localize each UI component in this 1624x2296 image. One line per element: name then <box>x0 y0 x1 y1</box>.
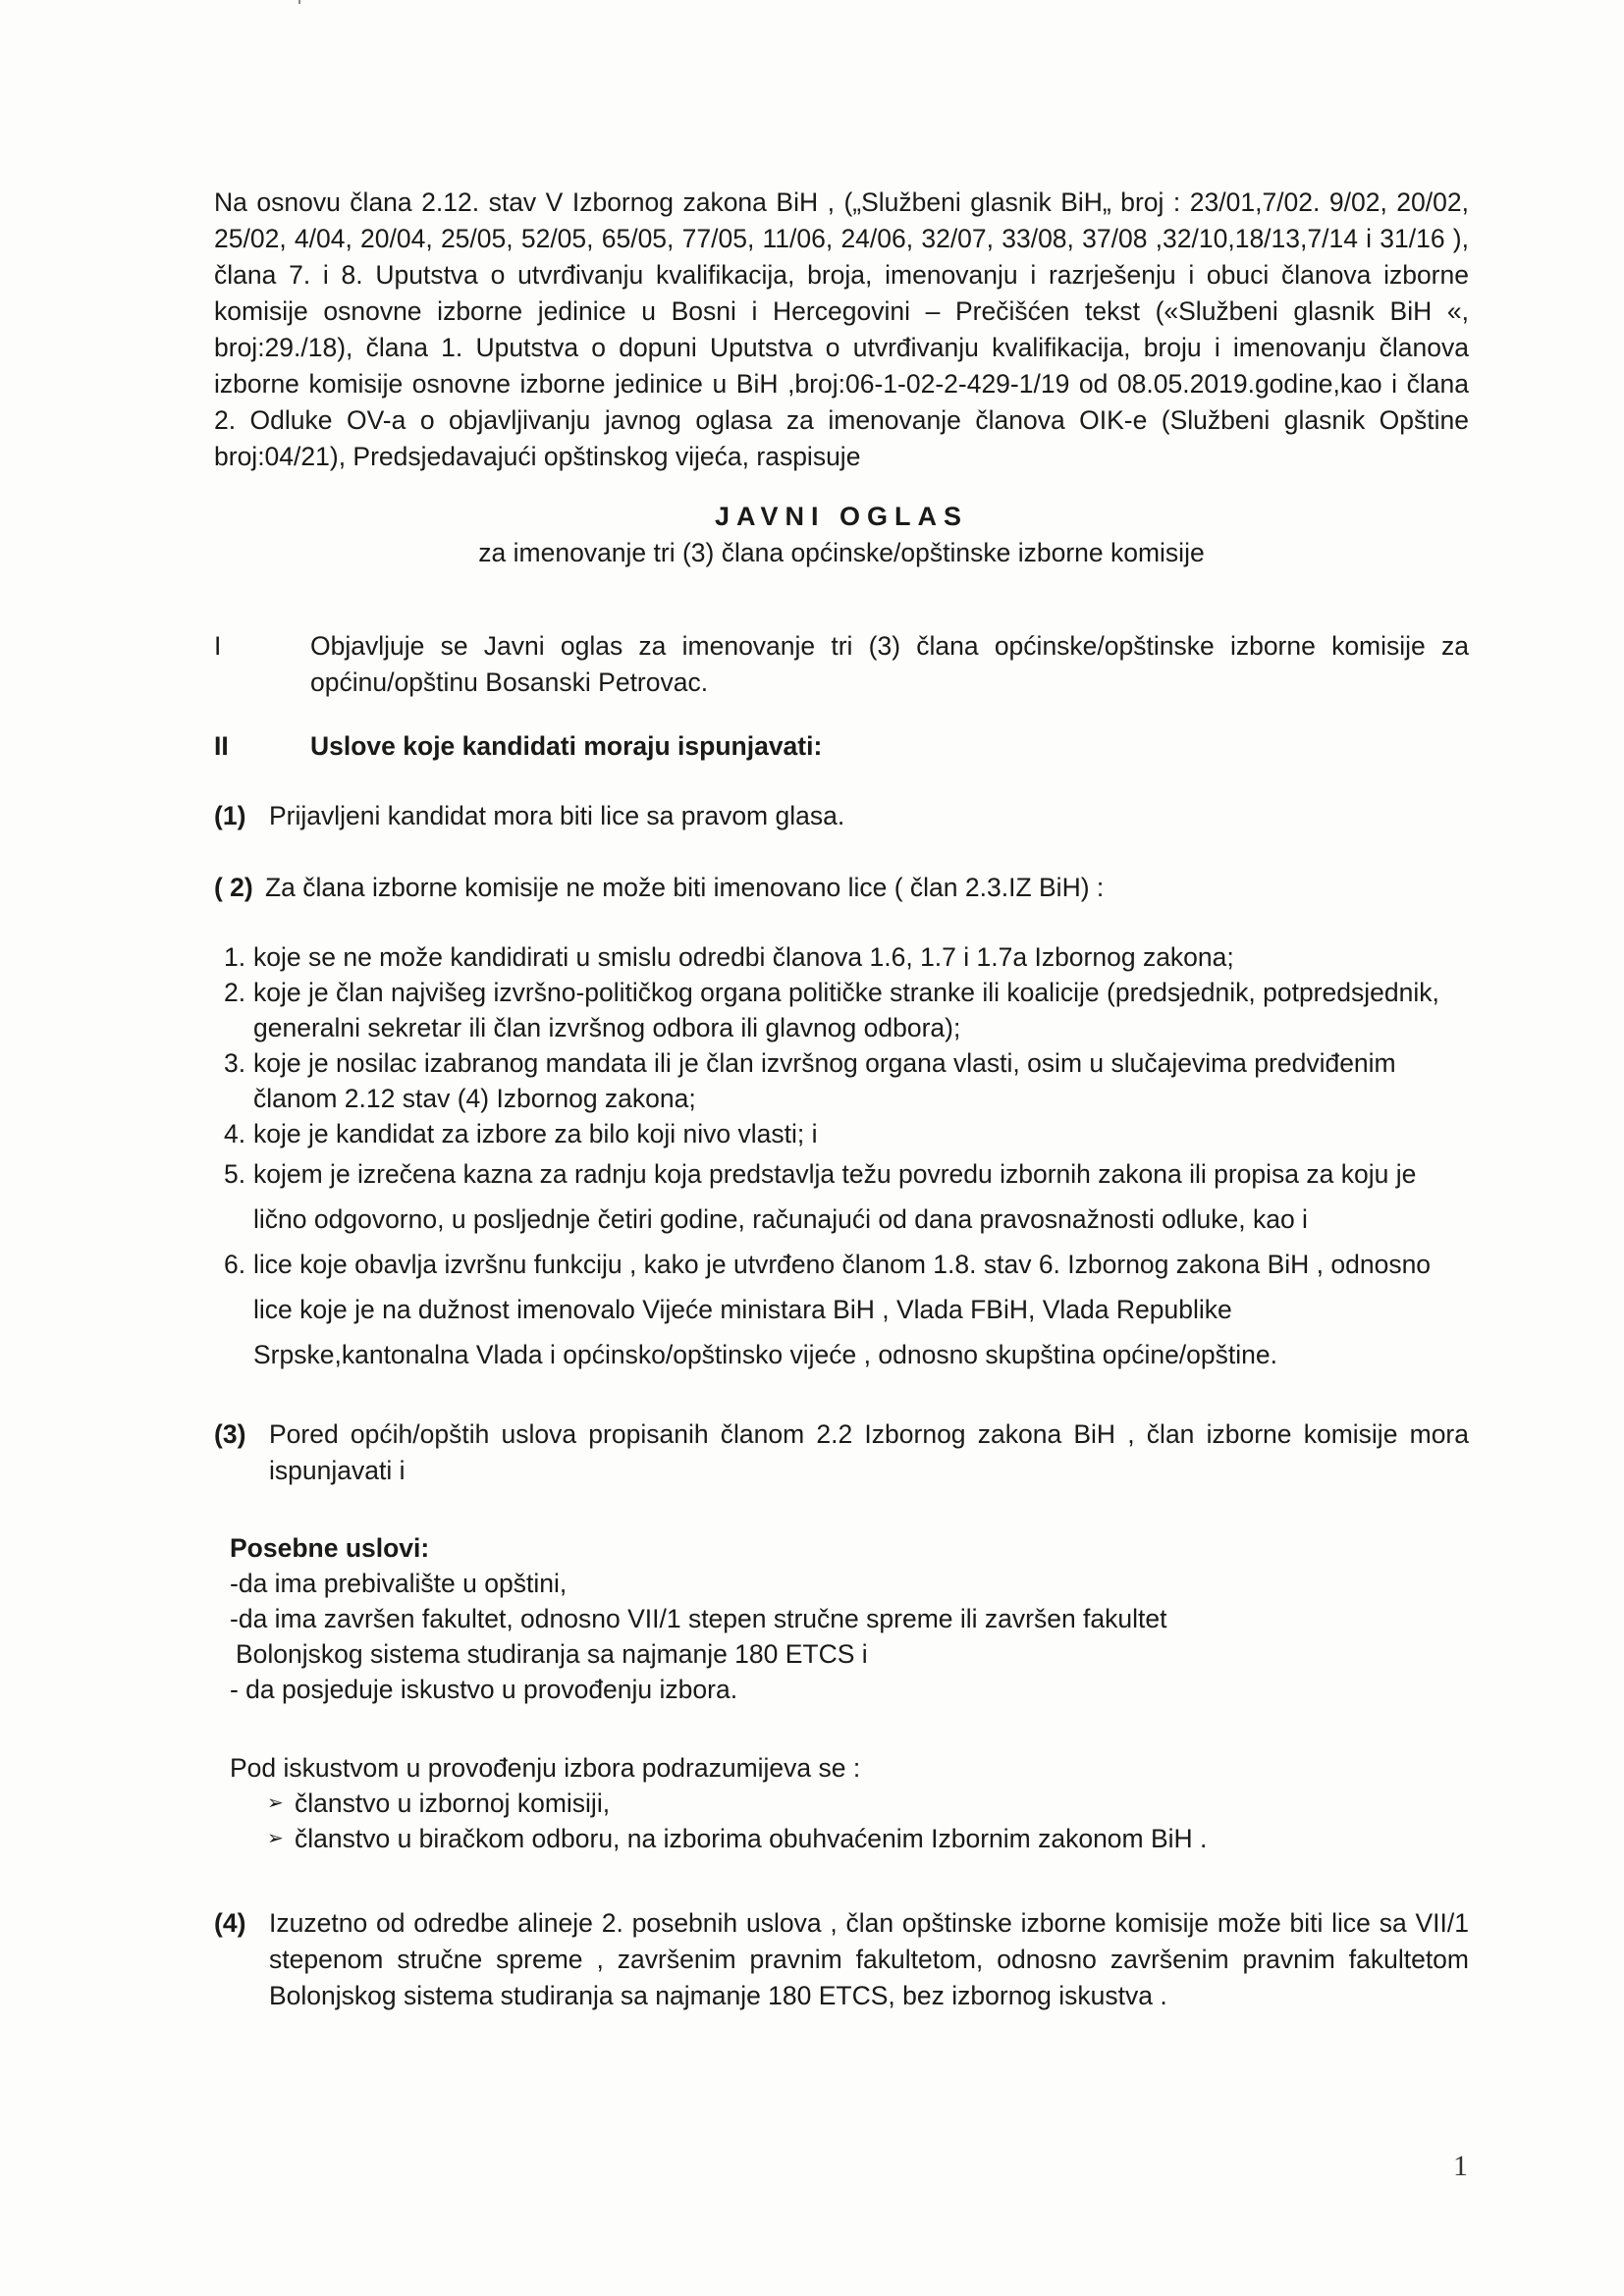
section-1 <box>214 628 1469 701</box>
paragraph-1 <box>214 798 1469 834</box>
experience-item <box>230 1821 1469 1856</box>
condition-item: Bolonjskog sistema studiranja sa najmanje 180 ETCS i <box>236 1639 868 1669</box>
condition-item: -da ima prebivalište u opštini, <box>230 1569 568 1598</box>
paragraph-2 <box>214 870 1469 906</box>
document-subtitle: za imenovanje tri (3) člana općinske/opštinske izborne komisije <box>478 538 1205 567</box>
document-title: JAVNI OGLAS <box>714 502 969 531</box>
list-item <box>214 1242 1469 1377</box>
experience-item-text: članstvo u biračkom odboru, na izborima obuhvaćenim Izbornim zakonom BiH . <box>295 1824 1208 1853</box>
paragraph-number: (1) <box>214 801 246 830</box>
list-item-text: lice koje obavlja izvršnu funkciju , kako je utvrđeno članom 1.8. stav 6. Izbornog zakona BiH , odnosno lice koje je na dužnost imenovalo Vijeće ministara BiH , Vlada FBiH, Vlada Republike Srpske,kantonalna Vlada i općinsko/opštinsko vijeće , odnosno skupština općine/opštine. <box>253 1250 1432 1369</box>
document-body <box>214 185 1469 2014</box>
list-item-number: 6. <box>224 1250 246 1279</box>
list-item <box>214 939 1469 975</box>
list-item <box>214 1151 1469 1242</box>
arrow-bullet-icon: ➢ <box>267 1792 284 1814</box>
experience-definition <box>214 1750 1469 1856</box>
experience-item <box>230 1786 1469 1821</box>
condition-item: -da ima završen fakultet, odnosno VII/1 stepen stručne spreme ili završen fakultet <box>230 1604 1167 1633</box>
paragraph-4 <box>214 1905 1469 2014</box>
paragraph-text: Pored općih/opštih uslova propisanih članom 2.2 Izbornog zakona BiH , član izborne komisije mora ispunjavati i <box>269 1419 1469 1485</box>
list-item-text: koje se ne može kandidirati u smislu odredbi članova 1.6, 1.7 i 1.7a Izbornog zakona; <box>253 942 1234 972</box>
experience-intro: Pod iskustvom u provođenju izbora podrazumijeva se : <box>230 1753 861 1783</box>
ineligibility-list <box>214 939 1469 1377</box>
title-block <box>214 499 1469 571</box>
scan-artifact <box>298 0 300 4</box>
list-item-text: koje je član najvišeg izvršno-političkog organa političke stranke ili koalicije (predsjednik, potpredsjednik, generalni sekretar ili član izvršnog odbora ili glavnog odbora); <box>253 978 1439 1042</box>
list-item-text: kojem je izrečena kazna za radnju koja predstavlja težu povredu izbornih zakona ili propisa za koju je lično odgovorno, u posljednje četiri godine, računajući od dana pravosnažnosti odluke, kao i <box>253 1159 1417 1234</box>
list-item-number: 1. <box>224 942 246 972</box>
list-item <box>214 1116 1469 1151</box>
list-item <box>214 1045 1469 1116</box>
list-item-text: koje je nosilac izabranog mandata ili je član izvršnog organa vlasti, osim u slučajevima predviđenim članom 2.12 stav (4) Izbornog zakona; <box>253 1048 1396 1113</box>
list-item-number: 4. <box>224 1119 246 1148</box>
list-item-number: 3. <box>224 1048 246 1078</box>
section-2 <box>214 728 1469 765</box>
paragraph-text: Za člana izborne komisije ne može biti imenovano lice ( član 2.3.IZ BiH) : <box>265 873 1105 902</box>
list-item-text: koje je kandidat za izbore za bilo koji nivo vlasti; i <box>253 1119 818 1148</box>
list-item-number: 2. <box>224 978 246 1007</box>
page-number: 1 <box>1453 2150 1468 2182</box>
paragraph-3 <box>214 1416 1469 1489</box>
list-item <box>214 975 1469 1045</box>
section-text: Objavljuje se Javni oglas za imenovanje tri (3) člana općinske/opštinske izborne komisije za općinu/opštinu Bosanski Petrovac. <box>310 631 1469 697</box>
condition-item: - da posjeduje iskustvo u provođenju izbora. <box>230 1675 738 1704</box>
section-number: II <box>214 731 229 761</box>
list-item-number: 5. <box>224 1159 246 1189</box>
paragraph-text: Izuzetno od odredbe alineje 2. posebnih uslova , član opštinske izborne komisije može biti lice sa VII/1 stepenom stručne spreme , završenim pravnim fakultetom, odnosno završenim pravnim fakultetom Bolonjskog sistema studiranja sa najmanje 180 ETCS, bez izbornog iskustva . <box>269 1908 1469 2010</box>
special-conditions-heading: Posebne uslovi: <box>230 1533 430 1563</box>
arrow-bullet-icon: ➢ <box>267 1828 284 1849</box>
paragraph-number: (4) <box>214 1908 246 1938</box>
paragraph-number: (3) <box>214 1419 246 1449</box>
section-heading: Uslove koje kandidati moraju ispunjavati: <box>310 731 823 761</box>
paragraph-text: Prijavljeni kandidat mora biti lice sa pravom glasa. <box>269 801 845 830</box>
special-conditions <box>214 1530 1469 1707</box>
experience-item-text: članstvo u izbornoj komisiji, <box>295 1789 611 1818</box>
paragraph-number: ( 2) <box>214 873 253 902</box>
intro-paragraph: Na osnovu člana 2.12. stav V Izbornog zakona BiH , („Službeni glasnik BiH„ broj : 23/01,7/02. 9/02, 20/02, 25/02, 4/04, 20/04, 25/05, 52/05, 65/05, 77/05, 11/06, 24/06, 32/07, 33/08, 37/08 ,32/10,18/13,7/14 i 31/16 ), člana 7. i 8. Uputstva o utvrđivanju kvalifikacija, broja, imenovanju i razrješenju i obuci članova izborne komisije osnovne izborne jedinice u Bosni i Hercegovini – Prečišćen tekst («Službeni glasnik BiH «, broj:29./18), člana 1. Uputstva o dopuni Uputstva o utvrđivanju kvalifikacija, broju i imenovanju članova izborne komisije osnovne izborne jedinice u BiH ,broj:06-1-02-2-429-1/19 od 08.05.2019.godine,kao i člana 2. Odluke OV-a o objavljivanju javnog oglasa za imenovanje članova OIK-e (Službeni glasnik Opštine broj:04/21), Predsjedavajući opštinskog vijeća, raspisuje <box>214 187 1469 471</box>
section-number: I <box>214 631 222 661</box>
